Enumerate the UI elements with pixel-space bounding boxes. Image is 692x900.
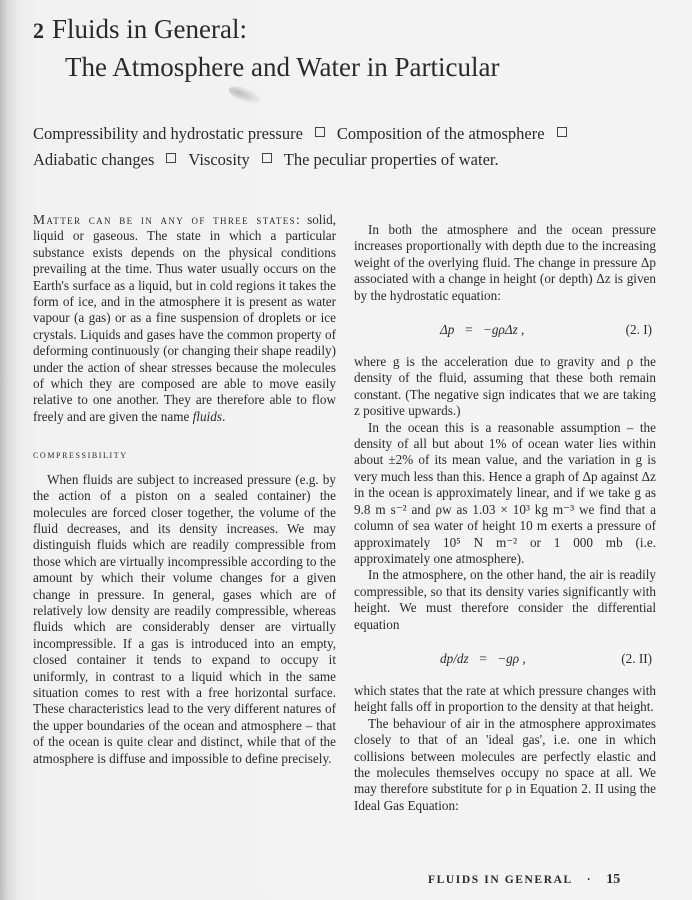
synopsis-topic: Adiabatic changes <box>33 150 155 169</box>
synopsis-topic: The peculiar properties of water. <box>283 150 499 169</box>
chapter-heading <box>33 12 499 84</box>
paragraph: In the atmosphere, on the other hand, the air is readily compressible, so that its density varies significantly with height. We must therefore consider the differential equation <box>354 567 656 632</box>
equation-body: dp/dz = −gρ , <box>440 650 526 666</box>
running-head: FLUIDS IN GENERAL <box>428 874 573 886</box>
left-column <box>33 212 336 767</box>
page-number: 15 <box>606 872 621 887</box>
page-smudge <box>227 83 264 108</box>
page-footer <box>428 872 620 888</box>
square-bullet-icon <box>262 153 272 163</box>
chapter-synopsis <box>33 121 653 173</box>
paragraph: In both the atmosphere and the ocean pressure increases proportionally with depth due to the increasing weight of the overlying fluid. The change in pressure Δp associated with a change in height (or depth) Δz is given by the hydrostatic equation: <box>354 222 656 303</box>
square-bullet-icon <box>315 127 325 137</box>
paragraph: When fluids are subject to increased pressure (e.g. by the action of a piston on a sealed container) the molecules are forced closer together, the volume of the fluid decreases, and its density increases. We may distinguish fluids which are readily compressible from those which are virtually incompressible according to the amount by which their volume changes for a given change in pressure. In general, gases which are of relatively low density are readily compressible, whereas fluids which are considerably denser are virtually incompressible. If a gas is introduced into an empty, closed container it tends to expand to occupy it uniformly, in contrast to a liquid which in the same situation comes to rest with a free horizontal surface. These characteristics lead to the very different natures of the upper boundaries of the ocean and atmosphere – that of the ocean is quite clear and distinct, while that of the atmosphere is diffuse and impossible to define precisely. <box>33 471 336 766</box>
paragraph: The behaviour of air in the atmosphere approximates closely to that of an 'ideal gas', i.e. one in which collisions between molecules are perfectly elastic and the molecules themselves occupy no space at all. We may therefore substitute for ρ in Equation 2. II using the Ideal Gas Equation: <box>354 715 656 813</box>
italic-term: fluids <box>192 408 222 424</box>
chapter-title-line1: Fluids in General: <box>52 14 247 44</box>
chapter-title-line2: The Atmosphere and Water in Particular <box>65 52 500 82</box>
equation-number: (2. I) <box>625 322 652 338</box>
lead-in: Matter can be in any of three states: <box>33 212 302 227</box>
synopsis-topic: Viscosity <box>188 150 250 169</box>
equation-2-2 <box>354 647 656 671</box>
paragraph: In the ocean this is a reasonable assumption – the density of all but about 1% of ocean water lies within about ±2% of its mean value, and the variation in g is very much less than this. Hence a graph of Δp against Δz in the ocean is approximately linear, and if we take g as 9.8 m s⁻² and ρw as 1.03 × 10³ kg m⁻³ we find that a column of sea water of height 10 m exerts a pressure of approximately 10⁵ N m⁻² or 1 000 mb (i.e. approximately one atmosphere). <box>354 419 656 566</box>
section-heading: compressibility <box>33 449 128 462</box>
chapter-number: 2 <box>33 18 44 43</box>
paragraph: where g is the acceleration due to gravity and ρ the density of the fluid, assuming that these both remain constant. (The negative sign indicates that we are taking z positive upwards.) <box>354 354 656 419</box>
synopsis-topic: Composition of the atmosphere <box>336 124 545 143</box>
equation-body: Δp = −gρΔz , <box>440 322 525 338</box>
intro-paragraph: Matter can be in any of three states: solid, liquid or gaseous. The state in which a particular substance exists depends on the physical conditions prevailing at the time. Thus water usually occurs on the Earth's surface as a liquid, but in cold regions it takes the form of ice, and in the atmosphere it is present as water vapour (a gas) or as a fine suspension of droplets or ice crystals. Liquids and gases have the common property of deforming continuously (or changing their shape readily) under the action of shear stresses because the molecules of which they are composed are able to move easily relative to one another. They are therefore able to flow freely and are given the name fluids. <box>33 212 337 424</box>
synopsis-topic: Compressibility and hydrostatic pressure <box>33 124 303 143</box>
equation-number: (2. II) <box>621 650 652 666</box>
right-column <box>354 222 656 814</box>
square-bullet-icon <box>557 127 567 137</box>
separator: · <box>586 874 593 886</box>
paragraph: which states that the rate at which pressure changes with height falls off in proportion to the density at that height. <box>354 682 656 715</box>
equation-2-1 <box>354 318 656 342</box>
square-bullet-icon <box>166 153 176 163</box>
